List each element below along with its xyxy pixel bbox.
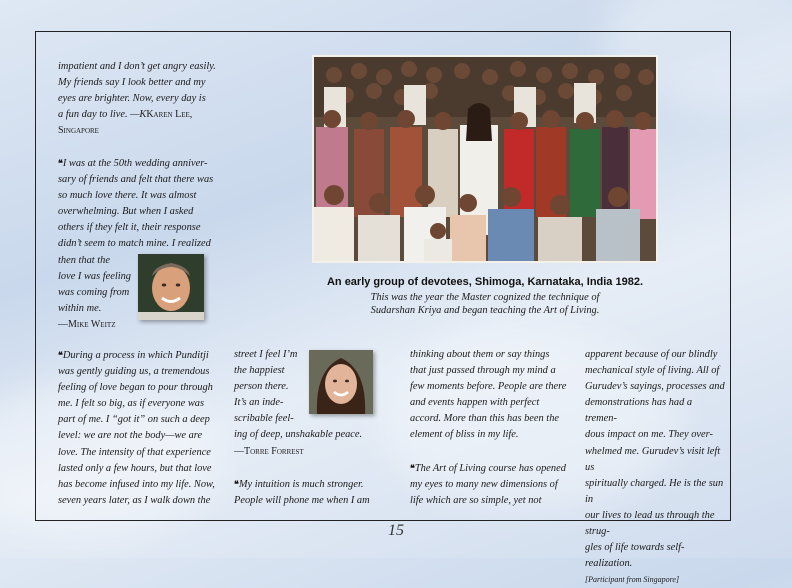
group-photo-devotees: [314, 57, 656, 261]
testimonial-singapore-participant: apparent because of our blindly mechanical style of living. All of Gurudev’s sayings, processes and demonstrations has had a tremen- dous impact on me. They over- whelmed me. Gurudev’s visit left us spiritually charged. He is the sun in our lives to lead us through the strug- gles of life towards self-realization. [Participant from Singapore]: [585, 349, 725, 585]
testimonial-intuition: thinking about them or say things that just passed through my mind a few moments before. People are there and events happen with perfect accord. More than this has been the element of bliss in my life. ❝The Art of Living course has opened my eyes to many new dimensions of life which are so simple, yet not: [410, 349, 567, 506]
portrait-mike-weitz: [138, 254, 204, 320]
photo-caption-subtitle: This was the year the Master cognized the technique of Sudarshan Kriya and began teaching the Art of Living.: [370, 292, 600, 316]
testimonial-mike-weitz: ❝I was at the 50th wedding anniver- sary of friends and felt that there was so much love there. It was almost overwhelming. But when I asked others if they felt it, their response didn’t seem to match mine. I realized then that the love I was feeling was coming from within me. —Mike Weitz: [58, 158, 214, 330]
portrait-torre-forrest: [309, 350, 373, 414]
testimonial-torre-forrest: street I feel I’m the happiest person there. It’s an inde- scribable feel- ing of deep, unshakable peace. —Torre Forrest ❝My intuition is much stronger. People will phone me when I am: [234, 349, 370, 506]
testimonial-karen-lee: impatient and I don’t get angry easily. My friends say I look better and my eyes are brighter. Now, every day is a fun day to live. —KKaren Lee, Singapore: [58, 61, 216, 137]
page-number: 15: [388, 522, 404, 539]
photo-caption-title: An early group of devotees, Shimoga, Karnataka, India 1982.: [326, 276, 644, 288]
testimonial-punditji: ❝During a process in which Punditji was gently guiding us, a tremendous feeling of love began to pour through me. I felt so big, as if everyone was part of me. I “got it” on such a deep level: we are not the body—we are love. The intensity of that experience lasted only a few hours, but that love has become infused into my life. Now, seven years later, as I walk down the: [58, 350, 215, 506]
